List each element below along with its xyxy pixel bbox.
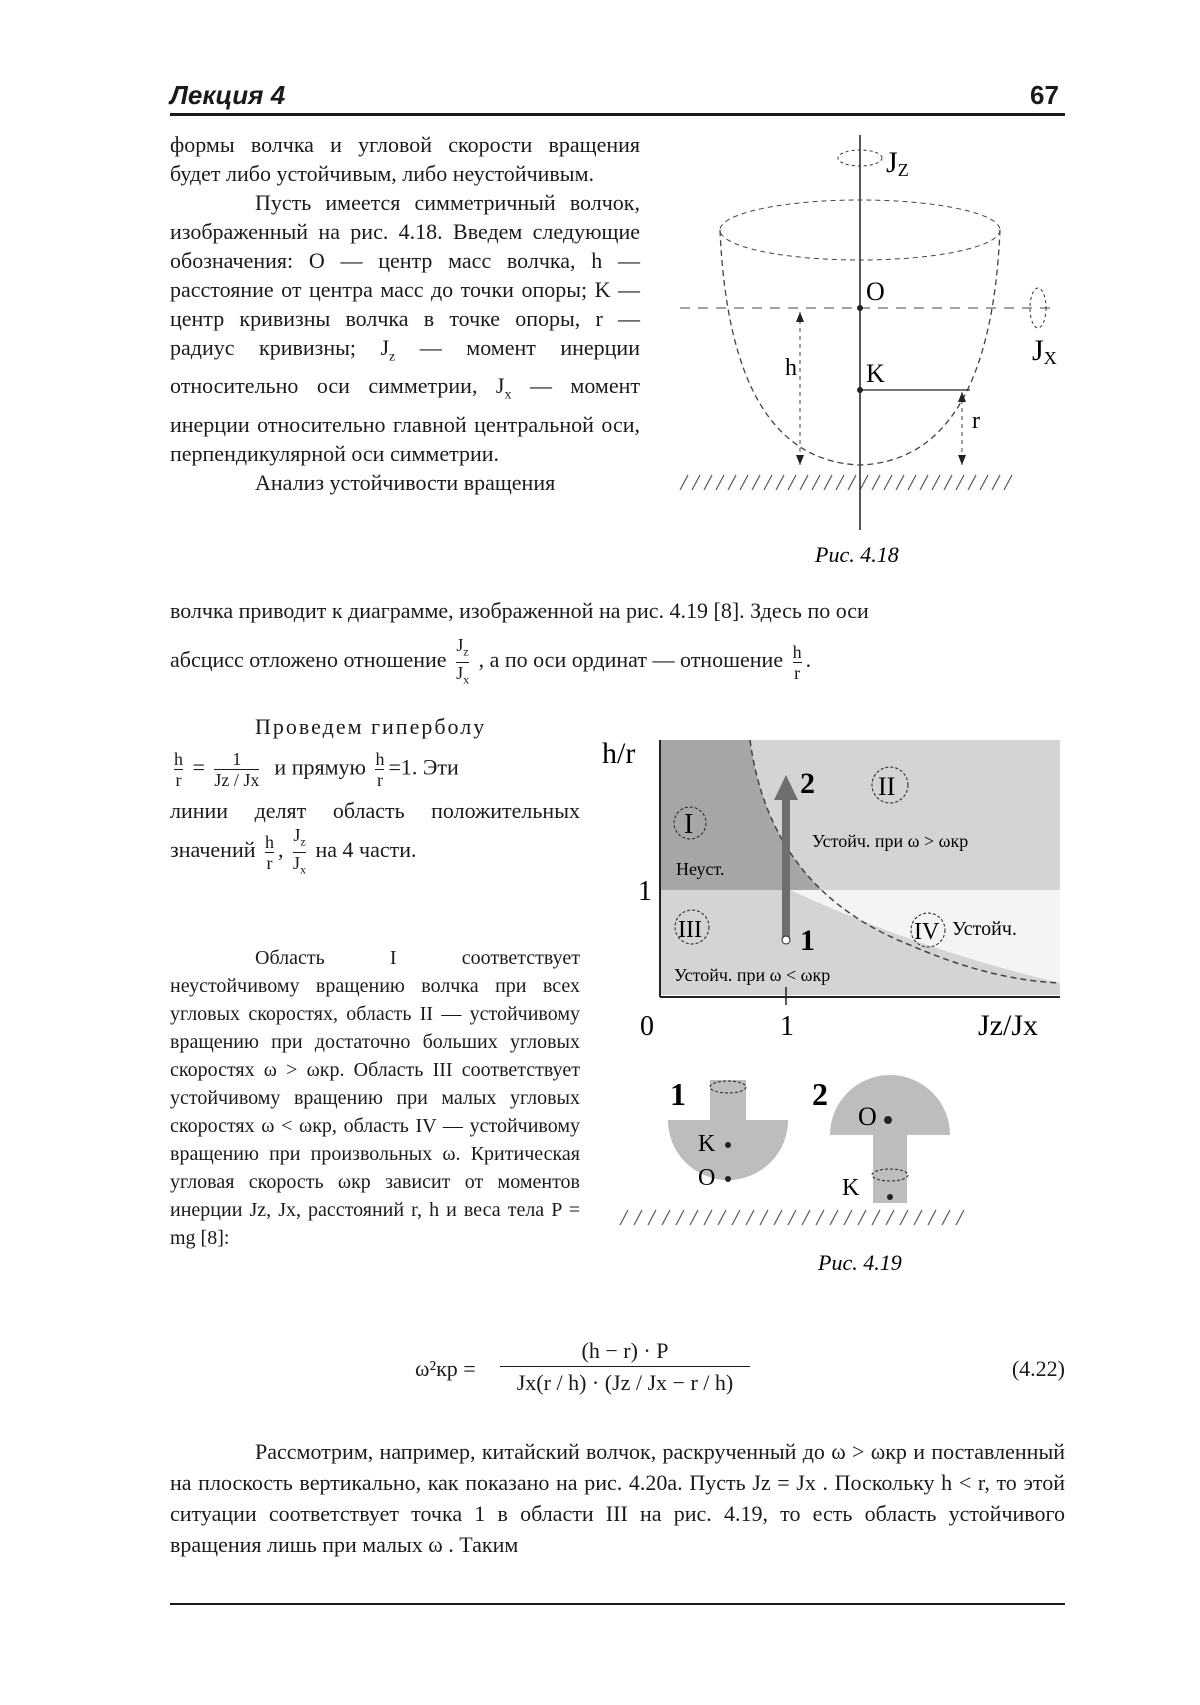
header-rule bbox=[170, 113, 1065, 116]
top-1-stem bbox=[710, 1080, 746, 1120]
fraction-jz-jx-region: $\frac{J_z}{J_x}$ bbox=[293, 825, 307, 877]
top-2-stem bbox=[873, 1135, 907, 1203]
fraction-h-r-region: $\frac{h}{r}$ bbox=[265, 831, 274, 873]
label-r: r bbox=[972, 408, 980, 434]
r-arrow-top-icon bbox=[958, 392, 966, 402]
paragraph-4-b: $\frac{h}{r}$ = $\frac{1}{Jz / Jx}$ и прямую $\frac{h}{r}$ =1. Эти bbox=[174, 749, 459, 790]
center-of-mass-point bbox=[857, 305, 863, 311]
x-tick-1: 1 bbox=[780, 1011, 794, 1042]
figure-4-19-ground-hatch bbox=[620, 1210, 964, 1225]
region-iii-label: III bbox=[678, 917, 702, 943]
fraction-h-r-line: $\frac{h}{r}$ bbox=[375, 749, 385, 790]
top-1-label: 1 bbox=[670, 1076, 686, 1112]
top-1-o-label: O bbox=[698, 1165, 716, 1191]
x-axis-label: Jz/Jx bbox=[978, 1009, 1038, 1042]
point-1-label: 1 bbox=[800, 924, 815, 957]
h-arrow-top-icon bbox=[796, 312, 804, 322]
paragraph-1: формы волчка и угловой скорости вращения будет либо устойчивым, либо неустойчивым. bbox=[170, 132, 640, 186]
region-i-text: Неуст. bbox=[676, 859, 725, 879]
footer-rule bbox=[170, 1603, 1065, 1605]
paragraph-3-continued: волчка приводит к диаграмме, изображенной на рис. 4.19 [8]. Здесь по оси bbox=[170, 598, 869, 623]
paragraph-6: Рассмотрим, например, китайский волчок, раскрученный до ω > ωкр и поставленный на плоскость вертикально, как показано на рис. 4.20а. Пусть Jz = Jx . Поскольку h < r, то этой ситуации соответствует точка 1 в области III на рис. 4.19, то есть область устойчивого вращения лишь при малых ω . Таким bbox=[170, 1439, 1065, 1557]
equation-number: (4.22) bbox=[1011, 1356, 1065, 1381]
paragraph-5: Область I соответствует неустойчивому вращению волчка при всех угловых скоростях, область II — устойчивому вращению при достаточно больших угловых скоростях ω > ωкр. Область III соответствует устойчивому вращению при малых угловых скоростях ω < ωкр, область IV — устойчивому вращению при произвольных ω. Критическая угловая скорость ωкр зависит от моментов инерции Jz, Jx, расстояний r, h и веса тела P = mg [8]: bbox=[170, 947, 580, 1249]
label-o: O bbox=[866, 277, 885, 306]
label-h: h bbox=[785, 355, 797, 381]
r-arrow-bottom-icon bbox=[958, 455, 966, 465]
fraction-h-over-r: $\frac{h}{r}$ bbox=[174, 749, 183, 790]
h-arrow-bottom-icon bbox=[796, 455, 804, 465]
page-number: 67 bbox=[1030, 80, 1059, 110]
equation-lhs: ω²кр = bbox=[415, 1356, 476, 1381]
region-iv-label: IV bbox=[914, 919, 940, 945]
figure-4-18 bbox=[660, 130, 1070, 570]
label-k: K bbox=[866, 359, 885, 388]
label-jx: JX bbox=[1032, 334, 1057, 368]
text-column-middle bbox=[170, 712, 580, 879]
label-jz: JZ bbox=[886, 146, 909, 180]
region-ii-text: Устойч. при ω > ωкр bbox=[812, 831, 969, 851]
paragraph-3-ratios: абсцисс отложено отношение $\frac{J_z}{J_x}$ , а по оси ординат — отношение $\frac{h}{r}$ . bbox=[170, 635, 1065, 689]
figure-4-18-caption: Рис. 4.18 bbox=[815, 542, 899, 567]
top-2-o-point bbox=[884, 1116, 892, 1124]
y-axis-label: h/r bbox=[602, 737, 636, 770]
ratio-h-r: $\frac{h}{r}$ bbox=[792, 641, 802, 683]
top-1-k-point bbox=[725, 1142, 731, 1148]
ratio-jz-jx: $\frac{J_z}{J_x}$ bbox=[456, 635, 470, 687]
running-header-title: Лекция 4 bbox=[170, 80, 286, 110]
region-iii-text: Устойч. при ω < ωкр bbox=[674, 965, 831, 985]
text-column-top bbox=[170, 130, 640, 497]
text-bottom bbox=[170, 1436, 1065, 1560]
top-1-hemisphere bbox=[668, 1120, 788, 1180]
text-full-width bbox=[170, 596, 1065, 689]
point-1-marker bbox=[782, 936, 790, 944]
transition-arrow-shaft bbox=[782, 795, 790, 940]
region-iv-text: Устойч. bbox=[952, 918, 1017, 940]
paragraph-3-start: Анализ устойчивости вращения bbox=[255, 469, 556, 495]
top-2-o-label: O bbox=[858, 1102, 877, 1131]
figure-4-19-caption: Рис. 4.19 bbox=[818, 1250, 902, 1275]
region-ii-label: II bbox=[878, 772, 896, 801]
fraction-one-over-jzjx: $\frac{1}{Jz / Jx}$ bbox=[214, 749, 260, 790]
region-i-label: I bbox=[684, 809, 694, 840]
top-2-label: 2 bbox=[812, 1076, 828, 1112]
paragraph-4-d: линии делят область положительных значений $\frac{h}{r}$ , $\frac{J_z}{J_x}$ на 4 части. bbox=[170, 796, 580, 879]
equation-numerator: (h − r) · P bbox=[500, 1338, 750, 1367]
top-2-hemisphere bbox=[830, 1075, 950, 1135]
point-2-label: 2 bbox=[800, 767, 815, 800]
paragraph-2: Пусть имеется симметричный волчок, изображенный на рис. 4.18. Введем следующие обозначения: O — центр масс волчка, h — расстояние от центра масс до точки опоры; K — центр кривизны волчка в точке опоры, r — радиус кривизны; $J_z$ — момент инерции относительно оси симметрии, $J_x$ — момент инерции относительно главной центральной оси, перпендикулярной оси симметрии. bbox=[170, 190, 640, 466]
top-2-k-point bbox=[887, 1194, 893, 1200]
origin-label: 0 bbox=[640, 1011, 654, 1042]
ground-hatch bbox=[680, 475, 1012, 490]
figure-4-19 bbox=[590, 725, 1070, 1285]
top-1-k-label: K bbox=[698, 1131, 716, 1157]
y-tick-1: 1 bbox=[638, 876, 652, 907]
paragraph-4-a: Проведем гиперболу bbox=[255, 714, 487, 739]
equation-denominator: Jx(r / h) · (Jz / Jx − r / h) bbox=[516, 1370, 734, 1395]
top-1-o-point bbox=[725, 1176, 731, 1182]
text-column-bottom bbox=[170, 944, 580, 1252]
equation-4-22 bbox=[415, 1338, 1065, 1398]
top-2-k-label: K bbox=[842, 1175, 860, 1201]
